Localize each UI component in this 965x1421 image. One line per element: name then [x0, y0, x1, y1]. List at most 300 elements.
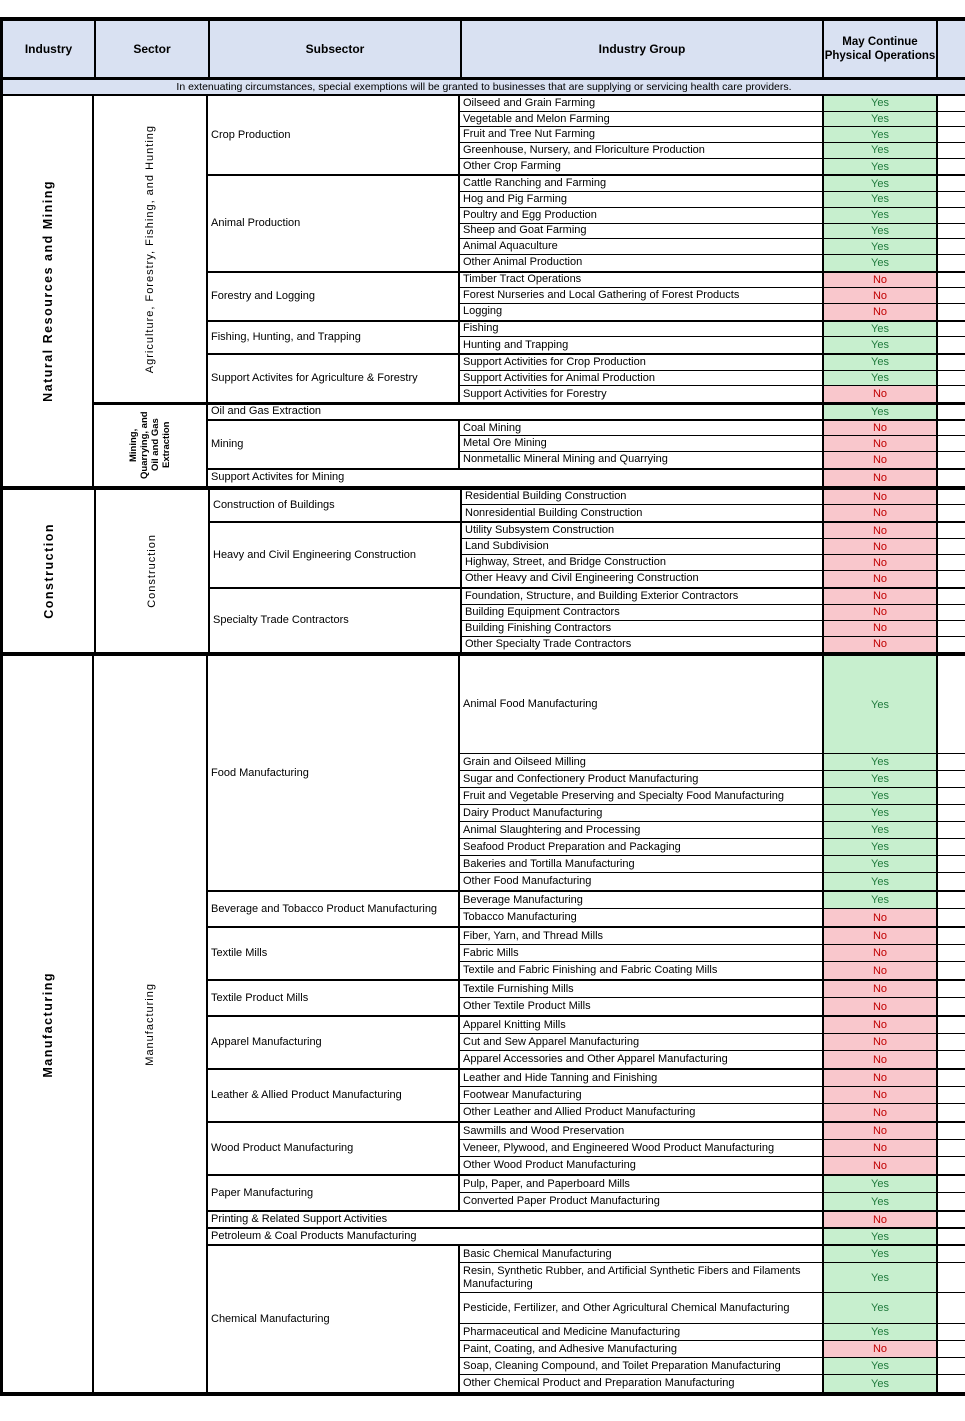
- table-row: [462, 539, 965, 555]
- industry-group-cell: Beverage Manufacturing: [460, 892, 824, 908]
- industry-group-cell: Pulp, Paper, and Paperboard Mills: [460, 1176, 824, 1192]
- table-row: [460, 1123, 965, 1140]
- header-cell-may-continue: May Continue Physical Operations: [824, 21, 938, 77]
- industry-group-cell: Pharmaceutical and Medicine Manufacturing: [460, 1324, 824, 1340]
- table-row: [460, 1246, 965, 1263]
- industry-group-cell: Textile and Fabric Finishing and Fabric Coating Mills: [460, 962, 824, 979]
- stub-cell: [938, 892, 965, 908]
- industry-group-cell: Apparel Accessories and Other Apparel Manufacturing: [460, 1051, 824, 1068]
- sectors-column: [94, 96, 965, 486]
- industry-group-cell: Seafood Product Preparation and Packaging: [460, 839, 824, 855]
- industry-group-cell: Sheep and Goat Farming: [460, 224, 824, 239]
- table-row: [460, 255, 965, 271]
- table-row: [460, 436, 965, 452]
- status-cell: No: [824, 523, 938, 538]
- industry-group-cell: Building Finishing Contractors: [462, 621, 824, 636]
- table-row: [460, 892, 965, 909]
- stub-cell: [938, 962, 965, 979]
- stub-cell: [938, 805, 965, 821]
- table-row: [462, 637, 965, 653]
- subsector-cell: Food Manufacturing: [208, 656, 460, 890]
- stub-cell: [938, 1193, 965, 1210]
- status-cell: No: [824, 571, 938, 587]
- stub-cell: [938, 355, 965, 370]
- status-cell: Yes: [824, 255, 938, 271]
- stub-cell: [938, 1293, 965, 1324]
- stub-cell: [938, 909, 965, 926]
- table-row: [460, 873, 965, 890]
- subsector-apparel-manufacturing: [208, 1017, 965, 1070]
- industry-group-rows: [460, 1176, 965, 1210]
- industry-group-cell: Other Crop Farming: [460, 159, 824, 175]
- stub-cell: [938, 421, 965, 436]
- industry-group-cell: Support Activities for Animal Production: [460, 371, 824, 386]
- industry-group-cell: Grain and Oilseed Milling: [460, 754, 824, 770]
- header-cell-industry: Industry: [0, 21, 96, 77]
- stub-cell: [938, 555, 965, 570]
- status-cell: No: [824, 1123, 938, 1139]
- industry-group-cell: Foundation, Structure, and Building Exterior Contractors: [462, 589, 824, 604]
- subsectors-column: [208, 96, 965, 402]
- table-row: [460, 452, 965, 468]
- sector-label: Agriculture, Forestry, Fishing, and Hunting: [144, 124, 156, 374]
- industry-group-cell: Basic Chemical Manufacturing: [460, 1246, 824, 1262]
- subsector-cell: Heavy and Civil Engineering Construction: [210, 523, 462, 587]
- industry-group-cell: Soap, Cleaning Compound, and Toilet Preparation Manufacturing: [460, 1358, 824, 1374]
- industry-group-rows: [462, 490, 965, 522]
- industry-group-cell: Dairy Product Manufacturing: [460, 805, 824, 821]
- industry-group-cell: Fabric Mills: [460, 945, 824, 961]
- stub-cell: [938, 1104, 965, 1121]
- table-row: [460, 1358, 965, 1375]
- table-row: [460, 273, 965, 289]
- industry-group-cell: Bakeries and Tortilla Manufacturing: [460, 856, 824, 872]
- header-cell-industry-group: Industry Group: [462, 21, 824, 77]
- industry-group-cell: Fishing: [460, 322, 824, 337]
- stub-cell: [938, 1017, 965, 1033]
- table-row: [460, 208, 965, 224]
- industry-group-cell: Other Leather and Allied Product Manufacturing: [460, 1104, 824, 1121]
- industry-group-cell: Oilseed and Grain Farming: [460, 96, 824, 111]
- merged-subsector-cell: Printing & Related Support Activities: [208, 1212, 824, 1227]
- table-row: [460, 1104, 965, 1121]
- header-cell-stub: [938, 21, 965, 77]
- stub-cell: [938, 945, 965, 961]
- stub-cell: [938, 273, 965, 288]
- sector-mining-quarrying-and-oil-and-gas-extractio: [94, 405, 965, 485]
- stub-cell: [938, 1212, 965, 1227]
- subsector-cell: Textile Product Mills: [208, 981, 460, 1015]
- industry-group-cell: Cut and Sew Apparel Manufacturing: [460, 1034, 824, 1050]
- status-cell: Yes: [824, 208, 938, 223]
- subsector-food-manufacturing: [208, 656, 965, 892]
- industry-group-cell: Apparel Knitting Mills: [460, 1017, 824, 1033]
- table-row: [460, 1293, 965, 1325]
- industry-group-cell: Animal Aquaculture: [460, 239, 824, 254]
- industry-group-rows: [462, 589, 965, 653]
- industry-group-cell: Leather and Hide Tanning and Finishing: [460, 1070, 824, 1086]
- table-row: [460, 1017, 965, 1034]
- subsectors-column: [210, 490, 965, 653]
- status-cell: Yes: [824, 143, 938, 158]
- industry-section-construction: [0, 490, 965, 657]
- status-cell: Yes: [824, 822, 938, 838]
- table-row: [460, 1341, 965, 1358]
- status-cell: No: [824, 1157, 938, 1174]
- industry-group-cell: Converted Paper Product Manufacturing: [460, 1193, 824, 1210]
- industry-group-cell: Fruit and Tree Nut Farming: [460, 127, 824, 142]
- industry-group-cell: Animal Slaughtering and Processing: [460, 822, 824, 838]
- stub-cell: [938, 322, 965, 337]
- sector-cell: [96, 490, 210, 653]
- industry-group-cell: Land Subdivision: [462, 539, 824, 554]
- industry-group-cell: Support Activities for Forestry: [460, 386, 824, 402]
- table-row: [460, 656, 965, 754]
- stub-cell: [938, 1140, 965, 1156]
- subsector-cell: Apparel Manufacturing: [208, 1017, 460, 1068]
- status-cell: Yes: [824, 96, 938, 111]
- table-row: [460, 1034, 965, 1051]
- industry-group-cell: Other Heavy and Civil Engineering Construction: [462, 571, 824, 587]
- industry-group-cell: Animal Food Manufacturing: [460, 656, 824, 753]
- header-cell-sector: Sector: [96, 21, 210, 77]
- stub-cell: [938, 112, 965, 127]
- table-row: [460, 159, 965, 175]
- stub-cell: [938, 637, 965, 653]
- table-row: [460, 176, 965, 192]
- stub-cell: [938, 337, 965, 353]
- stub-cell: [938, 304, 965, 320]
- stub-cell: [938, 998, 965, 1015]
- status-cell: Yes: [824, 224, 938, 239]
- subsector-beverage-and-tobacco-product-manufacturing: [208, 892, 965, 928]
- table-row: [460, 239, 965, 255]
- industry-group-cell: Other Wood Product Manufacturing: [460, 1157, 824, 1174]
- table-row: [460, 822, 965, 839]
- merged-subsector-cell: Support Activites for Mining: [208, 470, 824, 486]
- industry-group-rows: [460, 1246, 965, 1392]
- status-cell: Yes: [824, 1193, 938, 1210]
- status-cell: Yes: [824, 771, 938, 787]
- status-cell: No: [824, 605, 938, 620]
- industry-group-rows: [460, 322, 965, 353]
- table-row: [460, 1324, 965, 1341]
- table-row: [460, 856, 965, 873]
- table-row: [460, 928, 965, 945]
- industry-group-rows: [460, 1070, 965, 1121]
- table-row: [460, 981, 965, 998]
- subsector-support-activites-for-agriculture-forestry: [208, 355, 965, 402]
- industry-cell: [0, 656, 94, 1392]
- status-cell: No: [824, 273, 938, 288]
- subsector-cell: Animal Production: [208, 176, 460, 270]
- status-cell: Yes: [824, 805, 938, 821]
- table-row: [460, 771, 965, 788]
- status-cell: No: [824, 555, 938, 570]
- table-row: [460, 192, 965, 208]
- status-cell: Yes: [824, 371, 938, 386]
- sector-construction: [96, 490, 965, 653]
- stub-cell: [938, 589, 965, 604]
- status-cell: No: [824, 470, 938, 486]
- stub-cell: [938, 539, 965, 554]
- table-row: [462, 523, 965, 539]
- status-cell: Yes: [824, 1263, 938, 1292]
- stub-cell: [938, 1324, 965, 1340]
- subsector-cell: Wood Product Manufacturing: [208, 1123, 460, 1174]
- status-cell: No: [824, 962, 938, 979]
- subsector-construction-of-buildings: [210, 490, 965, 524]
- industry-label: Construction: [41, 523, 56, 619]
- subsector-textile-mills: [208, 928, 965, 981]
- table-row: [460, 1176, 965, 1193]
- industry-group-rows: [460, 656, 965, 890]
- subsector-cell: Textile Mills: [208, 928, 460, 979]
- table-row: [462, 490, 965, 506]
- industry-group-cell: Fruit and Vegetable Preserving and Specialty Food Manufacturing: [460, 788, 824, 804]
- stub-cell: [938, 505, 965, 521]
- status-cell: No: [824, 981, 938, 997]
- stub-cell: [938, 822, 965, 838]
- sectors-column: [94, 656, 965, 1392]
- stub-cell: [938, 754, 965, 770]
- table-row: [460, 1193, 965, 1210]
- industry-group-cell: Textile Furnishing Mills: [460, 981, 824, 997]
- status-cell: No: [824, 637, 938, 653]
- status-cell: No: [824, 1104, 938, 1121]
- status-cell: No: [824, 909, 938, 926]
- industry-group-rows: [460, 421, 965, 468]
- table-row: [460, 839, 965, 856]
- status-cell: No: [824, 288, 938, 303]
- status-cell: No: [824, 1341, 938, 1357]
- industry-group-cell: Poultry and Egg Production: [460, 208, 824, 223]
- table-row: [460, 805, 965, 822]
- status-cell: No: [824, 621, 938, 636]
- industry-group-rows: [460, 892, 965, 926]
- industry-group-rows: [460, 928, 965, 979]
- note-text: In extenuating circumstances, special exemptions will be granted to businesses that are supplying or servicing health care providers.: [176, 81, 792, 93]
- industry-group-cell: Tobacco Manufacturing: [460, 909, 824, 926]
- table-row: [460, 355, 965, 371]
- status-cell: Yes: [824, 112, 938, 127]
- table-row: [460, 143, 965, 159]
- industry-group-rows: [460, 273, 965, 320]
- industry-label: Natural Resources and Mining: [40, 179, 55, 402]
- status-cell: Yes: [824, 322, 938, 337]
- status-cell: Yes: [824, 1324, 938, 1340]
- stub-cell: [938, 1246, 965, 1262]
- industry-group-cell: Other Animal Production: [460, 255, 824, 271]
- stub-cell: [938, 1070, 965, 1086]
- industry-group-rows: [460, 1123, 965, 1174]
- industry-group-cell: Other Food Manufacturing: [460, 873, 824, 890]
- stub-cell: [938, 1341, 965, 1357]
- stub-cell: [938, 371, 965, 386]
- industry-group-cell: Hunting and Trapping: [460, 337, 824, 353]
- subsector-mining: [208, 421, 965, 470]
- status-cell: Yes: [824, 839, 938, 855]
- header-row: [0, 21, 965, 80]
- stub-cell: [938, 127, 965, 142]
- stub-cell: [938, 470, 965, 486]
- industry-group-cell: Hog and Pig Farming: [460, 192, 824, 207]
- industry-group-cell: Support Activities for Crop Production: [460, 355, 824, 370]
- industry-group-cell: Greenhouse, Nursery, and Floriculture Production: [460, 143, 824, 158]
- table-row: [460, 962, 965, 979]
- industry-group-cell: Timber Tract Operations: [460, 273, 824, 288]
- stub-cell: [938, 255, 965, 271]
- table-row: [460, 371, 965, 387]
- industry-group-cell: Building Equipment Contractors: [462, 605, 824, 620]
- stub-cell: [938, 771, 965, 787]
- subsector-leather-allied-product-manufacturing: [208, 1070, 965, 1123]
- table-row: [462, 555, 965, 571]
- table-row: [460, 337, 965, 353]
- subsector-cell: Chemical Manufacturing: [208, 1246, 460, 1392]
- status-cell: Yes: [824, 1229, 938, 1244]
- stub-cell: [938, 788, 965, 804]
- status-cell: Yes: [824, 337, 938, 353]
- industry-group-cell: Pesticide, Fertilizer, and Other Agricultural Chemical Manufacturing: [460, 1293, 824, 1324]
- stub-cell: [938, 208, 965, 223]
- stub-cell: [938, 523, 965, 538]
- industry-group-cell: Veneer, Plywood, and Engineered Wood Product Manufacturing: [460, 1140, 824, 1156]
- industry-group-cell: Sawmills and Wood Preservation: [460, 1123, 824, 1139]
- status-cell: Yes: [824, 1293, 938, 1324]
- operations-table: [0, 17, 965, 1396]
- status-cell: Yes: [824, 656, 938, 753]
- merged-subsector-cell: Petroleum & Coal Products Manufacturing: [208, 1229, 824, 1244]
- subsector-cell: Leather & Allied Product Manufacturing: [208, 1070, 460, 1121]
- status-cell: Yes: [824, 239, 938, 254]
- table-row: [460, 754, 965, 771]
- note-row: [0, 80, 965, 96]
- table-row: [460, 1087, 965, 1104]
- industry-group-cell: Paint, Coating, and Adhesive Manufacturing: [460, 1341, 824, 1357]
- status-cell: Yes: [824, 405, 938, 419]
- industry-group-rows: [460, 1017, 965, 1068]
- stub-cell: [938, 159, 965, 175]
- table-row: [460, 909, 965, 926]
- table-row: [460, 96, 965, 112]
- stub-cell: [938, 981, 965, 997]
- subsector-paper-manufacturing: [208, 1176, 965, 1212]
- status-cell: Yes: [824, 1246, 938, 1262]
- table-row: [462, 605, 965, 621]
- subsector-crop-production: [208, 96, 965, 176]
- subsector-oil-and-gas-extraction: [208, 405, 965, 421]
- header-cell-subsector: Subsector: [210, 21, 462, 77]
- status-cell: No: [824, 1051, 938, 1068]
- table-row: [460, 998, 965, 1015]
- table-row: [460, 127, 965, 143]
- industry-group-cell: Forest Nurseries and Local Gathering of Forest Products: [460, 288, 824, 303]
- subsector-heavy-and-civil-engineering-construction: [210, 523, 965, 589]
- stub-cell: [938, 436, 965, 451]
- stub-cell: [938, 621, 965, 636]
- table-row: [460, 1140, 965, 1157]
- subsector-cell: Mining: [208, 421, 460, 468]
- status-cell: No: [824, 421, 938, 436]
- industry-group-cell: Nonmetallic Mineral Mining and Quarrying: [460, 452, 824, 468]
- status-cell: Yes: [824, 892, 938, 908]
- table-row: [460, 386, 965, 402]
- industry-group-cell: Vegetable and Melon Farming: [460, 112, 824, 127]
- status-cell: No: [824, 505, 938, 521]
- stub-cell: [938, 192, 965, 207]
- status-cell: No: [824, 490, 938, 505]
- status-cell: No: [824, 1034, 938, 1050]
- industry-group-cell: Coal Mining: [460, 421, 824, 436]
- stub-cell: [938, 176, 965, 191]
- status-cell: No: [824, 1140, 938, 1156]
- table-row: [460, 1263, 965, 1293]
- stub-cell: [938, 1123, 965, 1139]
- status-cell: Yes: [824, 176, 938, 191]
- status-cell: No: [824, 1212, 938, 1227]
- industry-group-rows: [462, 523, 965, 587]
- table-row: [460, 322, 965, 338]
- table-row: [460, 304, 965, 320]
- status-cell: Yes: [824, 1358, 938, 1374]
- subsector-specialty-trade-contractors: [210, 589, 965, 653]
- industry-group-cell: Other Chemical Product and Preparation Manufacturing: [460, 1375, 824, 1392]
- table-row: [460, 112, 965, 128]
- status-cell: No: [824, 1070, 938, 1086]
- industry-group-rows: [460, 981, 965, 1015]
- sector-cell: [94, 405, 208, 485]
- industry-group-cell: Residential Building Construction: [462, 490, 824, 505]
- table-row: [462, 571, 965, 587]
- status-cell: Yes: [824, 873, 938, 890]
- industry-group-cell: Sugar and Confectionery Product Manufacturing: [460, 771, 824, 787]
- subsector-textile-product-mills: [208, 981, 965, 1017]
- industry-group-cell: Other Textile Product Mills: [460, 998, 824, 1015]
- stub-cell: [938, 96, 965, 111]
- industry-group-cell: Cattle Ranching and Farming: [460, 176, 824, 191]
- industry-group-cell: Metal Ore Mining: [460, 436, 824, 451]
- table-row: [460, 288, 965, 304]
- industry-group-cell: Footwear Manufacturing: [460, 1087, 824, 1103]
- subsector-cell: Fishing, Hunting, and Trapping: [208, 322, 460, 353]
- industry-label: Manufacturing: [40, 971, 55, 1078]
- stub-cell: [938, 1358, 965, 1374]
- subsector-printing-related-support-activities: [208, 1212, 965, 1229]
- sector-cell: [94, 96, 208, 402]
- sector-agriculture-forestry-fishing-and-hunting: [94, 96, 965, 405]
- stub-cell: [938, 571, 965, 587]
- status-cell: Yes: [824, 754, 938, 770]
- subsector-chemical-manufacturing: [208, 1246, 965, 1392]
- stub-cell: [938, 143, 965, 158]
- stub-cell: [938, 1375, 965, 1392]
- industry-cell: [0, 96, 94, 486]
- industry-group-cell: Logging: [460, 304, 824, 320]
- industry-group-rows: [460, 96, 965, 174]
- table-row: [460, 1070, 965, 1087]
- table-row: [462, 505, 965, 521]
- industry-group-cell: Nonresidential Building Construction: [462, 505, 824, 521]
- stub-cell: [938, 873, 965, 890]
- status-cell: Yes: [824, 159, 938, 175]
- stub-cell: [938, 405, 965, 419]
- status-cell: No: [824, 304, 938, 320]
- table-row: [460, 1051, 965, 1068]
- table-row: [460, 224, 965, 240]
- stub-cell: [938, 1087, 965, 1103]
- stub-cell: [938, 1157, 965, 1174]
